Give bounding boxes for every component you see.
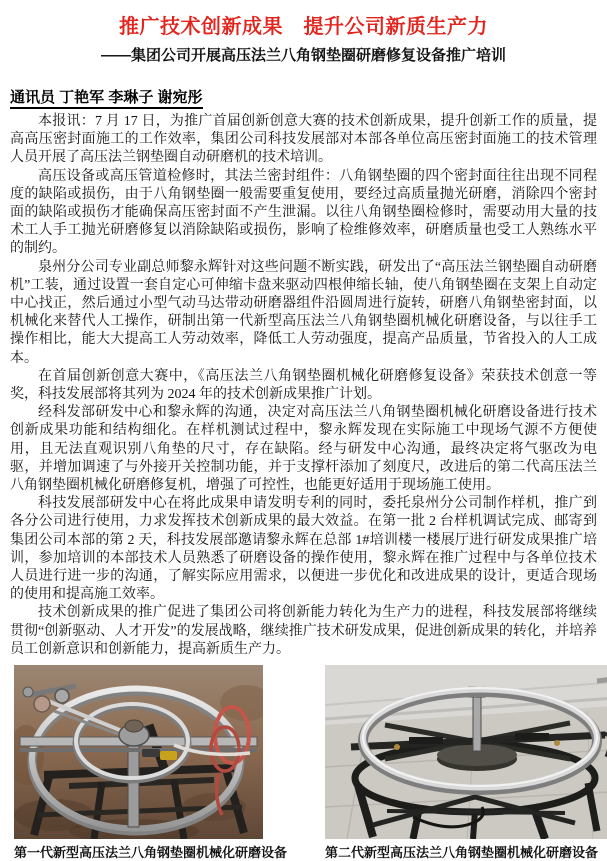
photo-row <box>14 665 597 861</box>
byline: 通讯员 丁艳军 李琳子 谢宛彤 <box>10 89 203 109</box>
photo-second-generation-device <box>325 665 607 861</box>
photo-caption-second-generation: 第二代新型高压法兰八角钢垫圈机械化研磨设备 <box>325 845 599 861</box>
paragraph-1: 本报讯：7 月 17 日，为推广首届创新创意大赛的技术创新成果，提升创新工作的质量，提高高压密封面施工的工作效率，集团公司科技发展部对本部各单位高压密封面施工的技术管理人员开展了高压法兰钢垫圈自动研磨机的技术培训。 <box>10 114 597 166</box>
first-generation-device-photo <box>14 665 263 839</box>
paragraph-3: 泉州分公司专业副总师黎永辉针对这些问题不断实践，研发出了“高压法兰钢垫圈自动研磨机”工装，通过设置一套自定心可伸缩卡盘来驱动四根伸缩长轴，使八角钢垫圈在支架上自动定中心找正，然后通过小型气动马达带动研磨器组件沿圆周进行旋转，研磨八角钢垫密封面，以机械化来替代人工操作，研制出第一代新型高压法兰八角钢垫圈机械化研磨设备，与以往手工操作相比，能大大提高工人劳动效率，降低工人劳动强度，提高产品质量，节省投入的人工成本。 <box>10 259 597 366</box>
photo-first-generation-device <box>14 665 287 861</box>
paragraph-7: 技术创新成果的推广促进了集团公司将创新能力转化为生产力的进程，科技发展部将继续贯彻“创新驱动、人才开发”的发展战略，继续推广技术研发成果，促进创新成果的转化，并培养员工创新意识和创新能力，提高新质生产力。 <box>10 605 597 657</box>
page-subtitle: ——集团公司开展高压法兰八角钢垫圈研磨修复设备推广培训 <box>100 47 506 64</box>
byline-row <box>10 88 597 108</box>
paragraph-6: 科技发展部研发中心在将此成果申请发明专利的同时，委托泉州分公司制作样机，推广到各分公司进行使用，力求发挥技术创新成果的最大效益。在第一批 2 台样机调试完成、邮寄到集团公司本部的第 2 天，科技发展部邀请黎永辉在总部 1#培训楼一楼展厅进行研发成果推广培训，参加培训的本部技术人员熟悉了研磨设备的操作使用，黎永辉在推广过程中与各单位技术人员进行进一步的沟通，了解实际应用需求，以便进一步优化和改进成果的设计，更适合现场的使用和提高施工效率。 <box>10 496 597 603</box>
paragraph-5: 经科发部研发中心和黎永辉的沟通，决定对高压法兰八角钢垫圈机械化研磨设备进行技术创新成果功能和结构细化。在样机测试过程中，黎永辉发现在实际施工中现场气源不方便使用，且无法直观识别八角垫的尺寸，存在缺陷。经与研发中心沟通，最终决定将气驱改为电驱，并增加调速了与外接开关控制功能，并于支撑杆添加了刻度尺，改进后的第二代高压法兰八角钢垫圈机械化研磨修复机，增强了可控性，也能更好适用于现场施工使用。 <box>10 405 597 494</box>
photo-caption-first-generation: 第一代新型高压法兰八角钢垫圈机械化研磨设备 <box>14 845 288 861</box>
article-body <box>10 113 597 659</box>
second-generation-device-photo <box>325 665 607 839</box>
paragraph-2: 高压设备或高压管道检修时，其法兰密封组件：八角钢垫圈的四个密封面往往出现不同程度的缺陷或损伤，由于八角钢垫圈一般需要重复使用，要经过高质量抛光研磨，消除四个密封面的缺陷或损伤才能确保高压密封面不产生泄漏。以往八角钢垫圈检修时，需要动用大量的技术工人手工抛光研磨修复以消除缺陷或损伤，影响了检维修效率，研磨质量也受工人熟练水平的制约。 <box>10 168 597 257</box>
page-title: 推广技术创新成果 提升公司新质生产力 <box>119 16 488 38</box>
paragraph-4: 在首届创新创意大赛中，《高压法兰八角钢垫圈机械化研磨修复设备》荣获技术创意一等奖，科技发展部将其列为 2024 年的技术创新成果推广计划。 <box>10 368 597 403</box>
